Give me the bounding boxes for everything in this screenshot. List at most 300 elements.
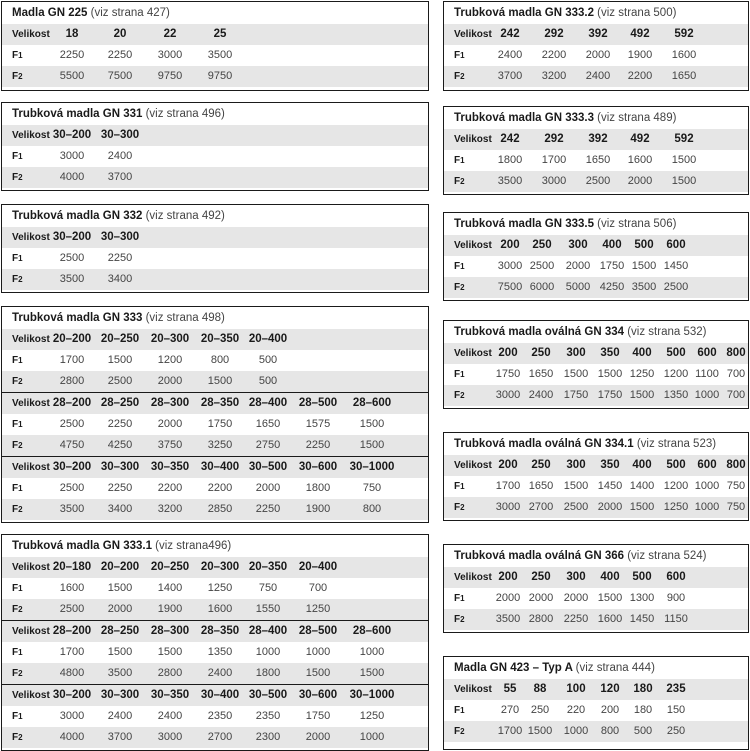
table-cell: 1500 [629,389,655,401]
table-cell: 350 [600,459,620,471]
table-cell: 30–400 [200,689,240,701]
size-row [444,343,748,364]
table-cell: 700 [308,582,328,594]
row-label-subscript: 2 [460,177,465,186]
row-label-subscript: 2 [460,615,465,624]
f2-row [444,66,748,87]
table-cell: 28–200 [52,625,92,637]
table-name: Trubková madla oválná GN 334 [454,326,628,338]
row-label: F2 [454,390,465,401]
table-cell: 750 [362,482,382,494]
table-cell: 2400 [207,667,233,679]
f1-row [2,706,428,727]
row-label-subscript: 2 [18,377,23,386]
table-cell: 500 [666,347,686,359]
table-cell: 1350 [207,646,233,658]
table-cell: 3000 [495,501,521,513]
table-cell: 392 [588,133,608,145]
table-cell: 30–350 [150,689,190,701]
table-cell: 250 [531,459,551,471]
table-cell: 1450 [597,480,623,492]
page-reference: (viz strana 500) [597,7,677,19]
table-cell: 3400 [107,503,133,515]
table-cell: 250 [666,725,686,737]
table-cell: 500 [258,354,278,366]
size-row [444,129,748,150]
table-cell: 220 [566,704,586,716]
table-cell: 600 [697,347,717,359]
table-cell: 9750 [157,70,183,82]
table-cell: 1000 [694,501,720,513]
table-cell: 1750 [495,368,521,380]
table-cell: 3200 [541,70,567,82]
table-cell: 2400 [107,710,133,722]
table-cell: 1250 [207,582,233,594]
table-cell: 3200 [157,503,183,515]
table-cell: 3700 [107,731,133,743]
table-cell: 9750 [207,70,233,82]
row-label-subscript: 2 [18,733,23,742]
table-cell: 20–300 [200,561,240,573]
table-cell: 500 [632,571,652,583]
table-cell: 20–250 [150,561,190,573]
table-title [444,545,748,567]
table-cell: 30–1000 [349,461,395,473]
table-cell: 1800 [497,154,523,166]
table-cell: 750 [726,480,746,492]
row-label-subscript: 2 [460,727,465,736]
f2-row [2,167,428,188]
data-table [443,106,749,195]
table-cell: 1500 [107,646,133,658]
table-cell: 55 [503,683,517,695]
row-label: F1 [454,155,465,166]
table-cell: 1575 [305,418,331,430]
table-cell: 1250 [663,501,689,513]
table-cell: 400 [600,571,620,583]
table-cell: 1600 [671,49,697,61]
table-cell: 100 [566,683,586,695]
table-title [444,107,748,129]
table-cell: 1500 [305,667,331,679]
table-name: Trubková madla GN 332 [12,210,146,222]
table-cell: 2250 [107,482,133,494]
table-cell: 30–500 [248,689,288,701]
size-row [444,567,748,588]
table-cell: 5000 [565,281,591,293]
table-cell: 4750 [59,439,85,451]
table-cell: 2750 [255,439,281,451]
f2-row [444,277,748,298]
table-cell: 2250 [563,613,589,625]
table-title [2,307,428,329]
table-cell: 2500 [59,482,85,494]
table-cell: 30–400 [200,461,240,473]
table-cell: 1600 [207,603,233,615]
table-cell: 3000 [157,731,183,743]
row-label: Velikost [12,690,50,701]
data-table [443,432,749,521]
page-reference: (viz strana 523) [636,438,717,450]
table-cell: 2250 [107,252,133,264]
size-row [444,455,748,476]
table-cell: 1000 [305,646,331,658]
table-cell: 2800 [59,375,85,387]
table-cell: 1800 [305,482,331,494]
data-table [1,204,429,293]
f2-row [444,609,748,630]
table-cell: 1600 [59,582,85,594]
table-cell: 7500 [107,70,133,82]
table-cell: 200 [498,571,518,583]
table-cell: 1650 [671,70,697,82]
table-cell: 3000 [157,49,183,61]
table-cell: 592 [674,28,694,40]
data-table [1,306,429,523]
size-row [2,24,428,45]
table-cell: 30–300 [100,461,140,473]
row-label-subscript: 2 [460,503,465,512]
f1-row [2,248,428,269]
f2-row [2,499,428,520]
table-cell: 1750 [207,418,233,430]
table-cell: 3500 [59,273,85,285]
row-label: F2 [12,604,23,615]
row-label: Velikost [12,232,50,243]
f2-row [444,497,748,518]
table-cell: 2000 [585,49,611,61]
table-cell: 20–180 [52,561,92,573]
table-cell: 2400 [528,389,554,401]
row-label-subscript: 1 [460,594,465,603]
size-row [444,679,748,700]
table-cell: 1600 [627,154,653,166]
size-row [444,24,748,45]
row-label: F1 [12,50,23,61]
table-cell: 20–350 [200,333,240,345]
row-label: F1 [12,711,23,722]
table-cell: 2000 [255,482,281,494]
table-title [444,213,748,235]
size-row [2,684,428,706]
page-reference: (viz strana 532) [627,326,707,338]
table-cell: 1500 [671,175,697,187]
table-cell: 1500 [359,667,385,679]
row-label: F1 [454,593,465,604]
table-cell: 28–500 [298,397,338,409]
page-reference: (viz strana 506) [597,218,677,230]
table-cell: 900 [666,592,686,604]
table-cell: 1650 [585,154,611,166]
table-cell: 492 [630,28,650,40]
table-cell: 20–200 [52,333,92,345]
row-label: Velikost [454,572,492,583]
table-cell: 2400 [497,49,523,61]
f1-row [444,588,748,609]
table-cell: 1300 [629,592,655,604]
row-label: F1 [454,261,465,272]
table-cell: 250 [531,571,551,583]
table-cell: 1500 [597,592,623,604]
table-cell: 30–600 [298,689,338,701]
table-cell: 30–600 [298,461,338,473]
table-cell: 20–400 [298,561,338,573]
row-label: Velikost [454,348,492,359]
table-cell: 300 [566,571,586,583]
size-row [2,456,428,478]
table-title [444,2,748,24]
data-table [443,320,749,409]
row-label: Velikost [454,684,492,695]
table-cell: 30–200 [52,231,92,243]
f1-row [2,414,428,435]
table-cell: 500 [666,459,686,471]
table-cell: 2200 [541,49,567,61]
table-cell: 200 [498,347,518,359]
table-cell: 3000 [495,389,521,401]
table-cell: 2500 [107,375,133,387]
table-cell: 2500 [663,281,689,293]
row-label-subscript: 2 [18,173,23,182]
f2-row [444,721,748,742]
f1-row [2,350,428,371]
size-row [2,392,428,414]
row-label: Velikost [12,334,50,345]
table-name: Trubková madla GN 333.2 [454,7,598,19]
row-label-subscript: 2 [18,275,23,284]
table-cell: 3500 [495,613,521,625]
row-label-subscript: 2 [18,72,23,81]
table-cell: 700 [726,389,746,401]
table-cell: 1250 [305,603,331,615]
table-cell: 1350 [663,389,689,401]
table-name: Trubková madla GN 333.1 [12,540,156,552]
row-label: F2 [12,440,23,451]
table-cell: 1700 [541,154,567,166]
table-cell: 3000 [497,260,523,272]
table-cell: 3700 [107,171,133,183]
table-cell: 28–500 [298,625,338,637]
table-cell: 800 [600,725,620,737]
row-label: F2 [12,732,23,743]
table-cell: 2000 [528,592,554,604]
table-cell: 2500 [585,175,611,187]
f1-row [444,256,748,277]
data-table [443,656,749,750]
row-label-subscript: 1 [18,51,23,60]
f2-row [2,66,428,87]
table-cell: 1700 [495,480,521,492]
page-reference: (viz strana 444) [575,662,655,674]
table-cell: 2250 [59,49,85,61]
table-cell: 180 [633,683,653,695]
table-cell: 2250 [107,418,133,430]
table-cell: 750 [726,501,746,513]
table-cell: 1500 [563,368,589,380]
table-cell: 1450 [663,260,689,272]
table-cell: 1400 [629,480,655,492]
f1-row [2,45,428,66]
table-title [444,321,748,343]
table-cell: 20–400 [248,333,288,345]
table-cell: 5500 [59,70,85,82]
table-cell: 28–600 [352,397,392,409]
table-cell: 1750 [599,260,625,272]
table-cell: 350 [600,347,620,359]
table-cell: 1200 [663,480,689,492]
table-cell: 1800 [255,667,281,679]
table-cell: 2000 [565,260,591,272]
row-label: F2 [12,274,23,285]
table-cell: 600 [697,459,717,471]
table-cell: 30–300 [100,689,140,701]
table-cell: 1500 [107,354,133,366]
table-title [2,2,428,24]
page-reference: (viz strana496) [155,540,232,552]
table-cell: 1000 [694,480,720,492]
table-cell: 30–200 [52,129,92,141]
table-cell: 18 [65,28,79,40]
row-label: F2 [12,172,23,183]
table-cell: 7500 [497,281,523,293]
table-cell: 120 [600,683,620,695]
table-cell: 2200 [207,482,233,494]
f1-row [2,146,428,167]
row-label: F1 [454,369,465,380]
table-cell: 600 [666,571,686,583]
table-cell: 20–250 [100,333,140,345]
f1-row [2,578,428,599]
table-cell: 1500 [107,582,133,594]
table-cell: 2850 [207,503,233,515]
table-cell: 2500 [563,501,589,513]
row-label: F1 [454,50,465,61]
f2-row [2,663,428,684]
table-name: Madla GN 423 – Typ A [454,662,576,674]
row-label: F1 [12,253,23,264]
table-cell: 1200 [157,354,183,366]
row-label: Velikost [454,460,492,471]
table-cell: 2000 [305,731,331,743]
table-cell: 2250 [255,503,281,515]
table-cell: 4800 [59,667,85,679]
table-cell: 235 [666,683,686,695]
page-reference: (viz strana 427) [90,7,170,19]
table-cell: 88 [533,683,547,695]
row-label-subscript: 1 [460,51,465,60]
table-cell: 300 [568,239,588,251]
data-table [443,544,749,633]
table-cell: 1500 [527,725,553,737]
data-table [1,1,429,91]
table-cell: 30–500 [248,461,288,473]
table-cell: 28–350 [200,397,240,409]
table-cell: 200 [498,459,518,471]
row-label: F2 [12,71,23,82]
table-cell: 800 [726,347,746,359]
table-name: Madla GN 225 [12,7,91,19]
row-label: F2 [454,726,465,737]
table-cell: 20–350 [248,561,288,573]
row-label-subscript: 2 [18,605,23,614]
f2-row [444,171,748,192]
table-cell: 1750 [597,389,623,401]
data-table [443,1,749,91]
table-cell: 1250 [359,710,385,722]
table-cell: 2200 [627,70,653,82]
table-cell: 30–200 [52,461,92,473]
table-cell: 500 [258,375,278,387]
row-label-subscript: 2 [18,505,23,514]
table-name: Trubková madla GN 333.3 [454,112,598,124]
table-cell: 292 [544,133,564,145]
row-label-subscript: 1 [18,712,23,721]
table-cell: 1650 [528,480,554,492]
table-cell: 1750 [563,389,589,401]
table-cell: 250 [530,704,550,716]
row-label: F1 [454,481,465,492]
table-cell: 1200 [663,368,689,380]
table-cell: 500 [633,725,653,737]
table-name: Trubková madla GN 333 [12,312,146,324]
table-cell: 2000 [107,603,133,615]
table-cell: 800 [362,503,382,515]
row-label: F2 [12,376,23,387]
table-cell: 6000 [529,281,555,293]
table-cell: 20–200 [100,561,140,573]
table-cell: 1700 [59,646,85,658]
row-label-subscript: 1 [18,584,23,593]
table-cell: 28–400 [248,625,288,637]
size-row [2,227,428,248]
table-cell: 2800 [157,667,183,679]
row-label-subscript: 2 [460,283,465,292]
table-cell: 1100 [695,368,719,380]
table-cell: 150 [666,704,686,716]
row-label: Velikost [12,462,50,473]
table-title [444,433,748,455]
table-cell: 4250 [599,281,625,293]
table-cell: 2000 [627,175,653,187]
table-cell: 1450 [629,613,655,625]
f2-row [2,435,428,456]
table-cell: 2700 [207,731,233,743]
row-label: F2 [454,614,465,625]
row-label: F1 [12,419,23,430]
table-cell: 1000 [359,731,385,743]
table-cell: 1000 [563,725,589,737]
table-cell: 4250 [107,439,133,451]
table-cell: 800 [726,459,746,471]
table-cell: 3750 [157,439,183,451]
table-cell: 2500 [59,252,85,264]
table-cell: 242 [500,133,520,145]
table-cell: 2500 [529,260,555,272]
table-cell: 28–250 [100,625,140,637]
table-cell: 2400 [107,150,133,162]
table-cell: 30–1000 [349,689,395,701]
table-cell: 30–300 [100,231,140,243]
row-label-subscript: 2 [460,72,465,81]
f1-row [2,642,428,663]
table-cell: 28–300 [150,397,190,409]
table-cell: 30–350 [150,461,190,473]
table-cell: 592 [674,133,694,145]
size-row [2,557,428,578]
table-name: Trubková madla oválná GN 334.1 [454,438,637,450]
table-cell: 22 [163,28,177,40]
size-row [2,125,428,146]
